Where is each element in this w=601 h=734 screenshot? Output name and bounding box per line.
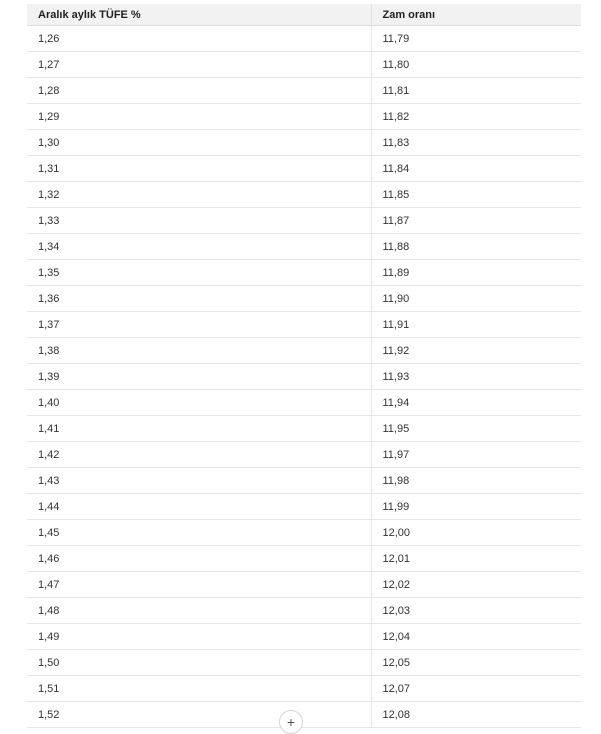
table-row [27,78,581,104]
table-row [27,468,581,494]
cell-zam-orani: 12,05 [371,650,581,676]
table-row [27,364,581,390]
cell-zam-orani: 12,08 [371,702,581,728]
cell-tufe: 1,29 [27,104,371,130]
cell-tufe: 1,44 [27,494,371,520]
cell-tufe: 1,49 [27,624,371,650]
table-row [27,52,581,78]
table-row [27,494,581,520]
table-row [27,26,581,52]
cell-tufe: 1,45 [27,520,371,546]
cell-tufe: 1,35 [27,260,371,286]
table-row [27,208,581,234]
cell-tufe: 1,36 [27,286,371,312]
cell-tufe: 1,41 [27,416,371,442]
cell-tufe: 1,33 [27,208,371,234]
cell-zam-orani: 11,90 [371,286,581,312]
cell-zam-orani: 11,99 [371,494,581,520]
table-row [27,338,581,364]
cell-zam-orani: 12,03 [371,598,581,624]
cell-zam-orani: 12,00 [371,520,581,546]
cell-zam-orani: 12,02 [371,572,581,598]
table-row [27,650,581,676]
cell-tufe: 1,34 [27,234,371,260]
table-row [27,130,581,156]
table-row [27,416,581,442]
cell-zam-orani: 11,79 [371,26,581,52]
column-header-zam-orani: Zam oranı [371,4,581,26]
cell-tufe: 1,40 [27,390,371,416]
cell-zam-orani: 11,97 [371,442,581,468]
table-row [27,442,581,468]
table-row [27,598,581,624]
cell-zam-orani: 12,01 [371,546,581,572]
cell-tufe: 1,52 [27,702,371,728]
cell-tufe: 1,30 [27,130,371,156]
cell-zam-orani: 11,94 [371,390,581,416]
cell-zam-orani: 11,92 [371,338,581,364]
cell-zam-orani: 11,98 [371,468,581,494]
cell-tufe: 1,39 [27,364,371,390]
cell-zam-orani: 12,07 [371,676,581,702]
table-row [27,702,581,728]
table-row [27,676,581,702]
table-row [27,624,581,650]
table-row [27,260,581,286]
cell-tufe: 1,42 [27,442,371,468]
cell-zam-orani: 11,80 [371,52,581,78]
cell-tufe: 1,51 [27,676,371,702]
table-row [27,572,581,598]
cell-zam-orani: 11,88 [371,234,581,260]
cell-tufe: 1,43 [27,468,371,494]
cell-zam-orani: 11,84 [371,156,581,182]
cell-tufe: 1,47 [27,572,371,598]
cell-zam-orani: 11,87 [371,208,581,234]
column-header-tufe: Aralık aylık TÜFE % [27,4,371,26]
cell-tufe: 1,32 [27,182,371,208]
plus-icon: + [286,714,296,730]
cell-tufe: 1,48 [27,598,371,624]
table-row [27,312,581,338]
header-row [27,4,581,26]
table-row [27,520,581,546]
cell-zam-orani: 11,85 [371,182,581,208]
cell-tufe: 1,27 [27,52,371,78]
table-row [27,234,581,260]
cell-zam-orani: 12,04 [371,624,581,650]
cell-tufe: 1,31 [27,156,371,182]
cell-tufe: 1,37 [27,312,371,338]
cell-zam-orani: 11,89 [371,260,581,286]
cell-tufe: 1,50 [27,650,371,676]
cell-zam-orani: 11,82 [371,104,581,130]
cell-zam-orani: 11,83 [371,130,581,156]
table-row [27,104,581,130]
cell-zam-orani: 11,95 [371,416,581,442]
cell-zam-orani: 11,91 [371,312,581,338]
data-table-container [27,4,581,728]
cell-tufe: 1,26 [27,26,371,52]
table-body [27,26,581,728]
table-row [27,156,581,182]
table-row [27,390,581,416]
table-row [27,286,581,312]
table-header [27,4,581,26]
cell-tufe: 1,38 [27,338,371,364]
cell-tufe: 1,28 [27,78,371,104]
table-row [27,182,581,208]
cell-tufe: 1,46 [27,546,371,572]
cell-zam-orani: 11,81 [371,78,581,104]
tufe-zam-table [27,4,581,728]
table-row [27,546,581,572]
cell-zam-orani: 11,93 [371,364,581,390]
expand-button[interactable] [279,710,303,734]
